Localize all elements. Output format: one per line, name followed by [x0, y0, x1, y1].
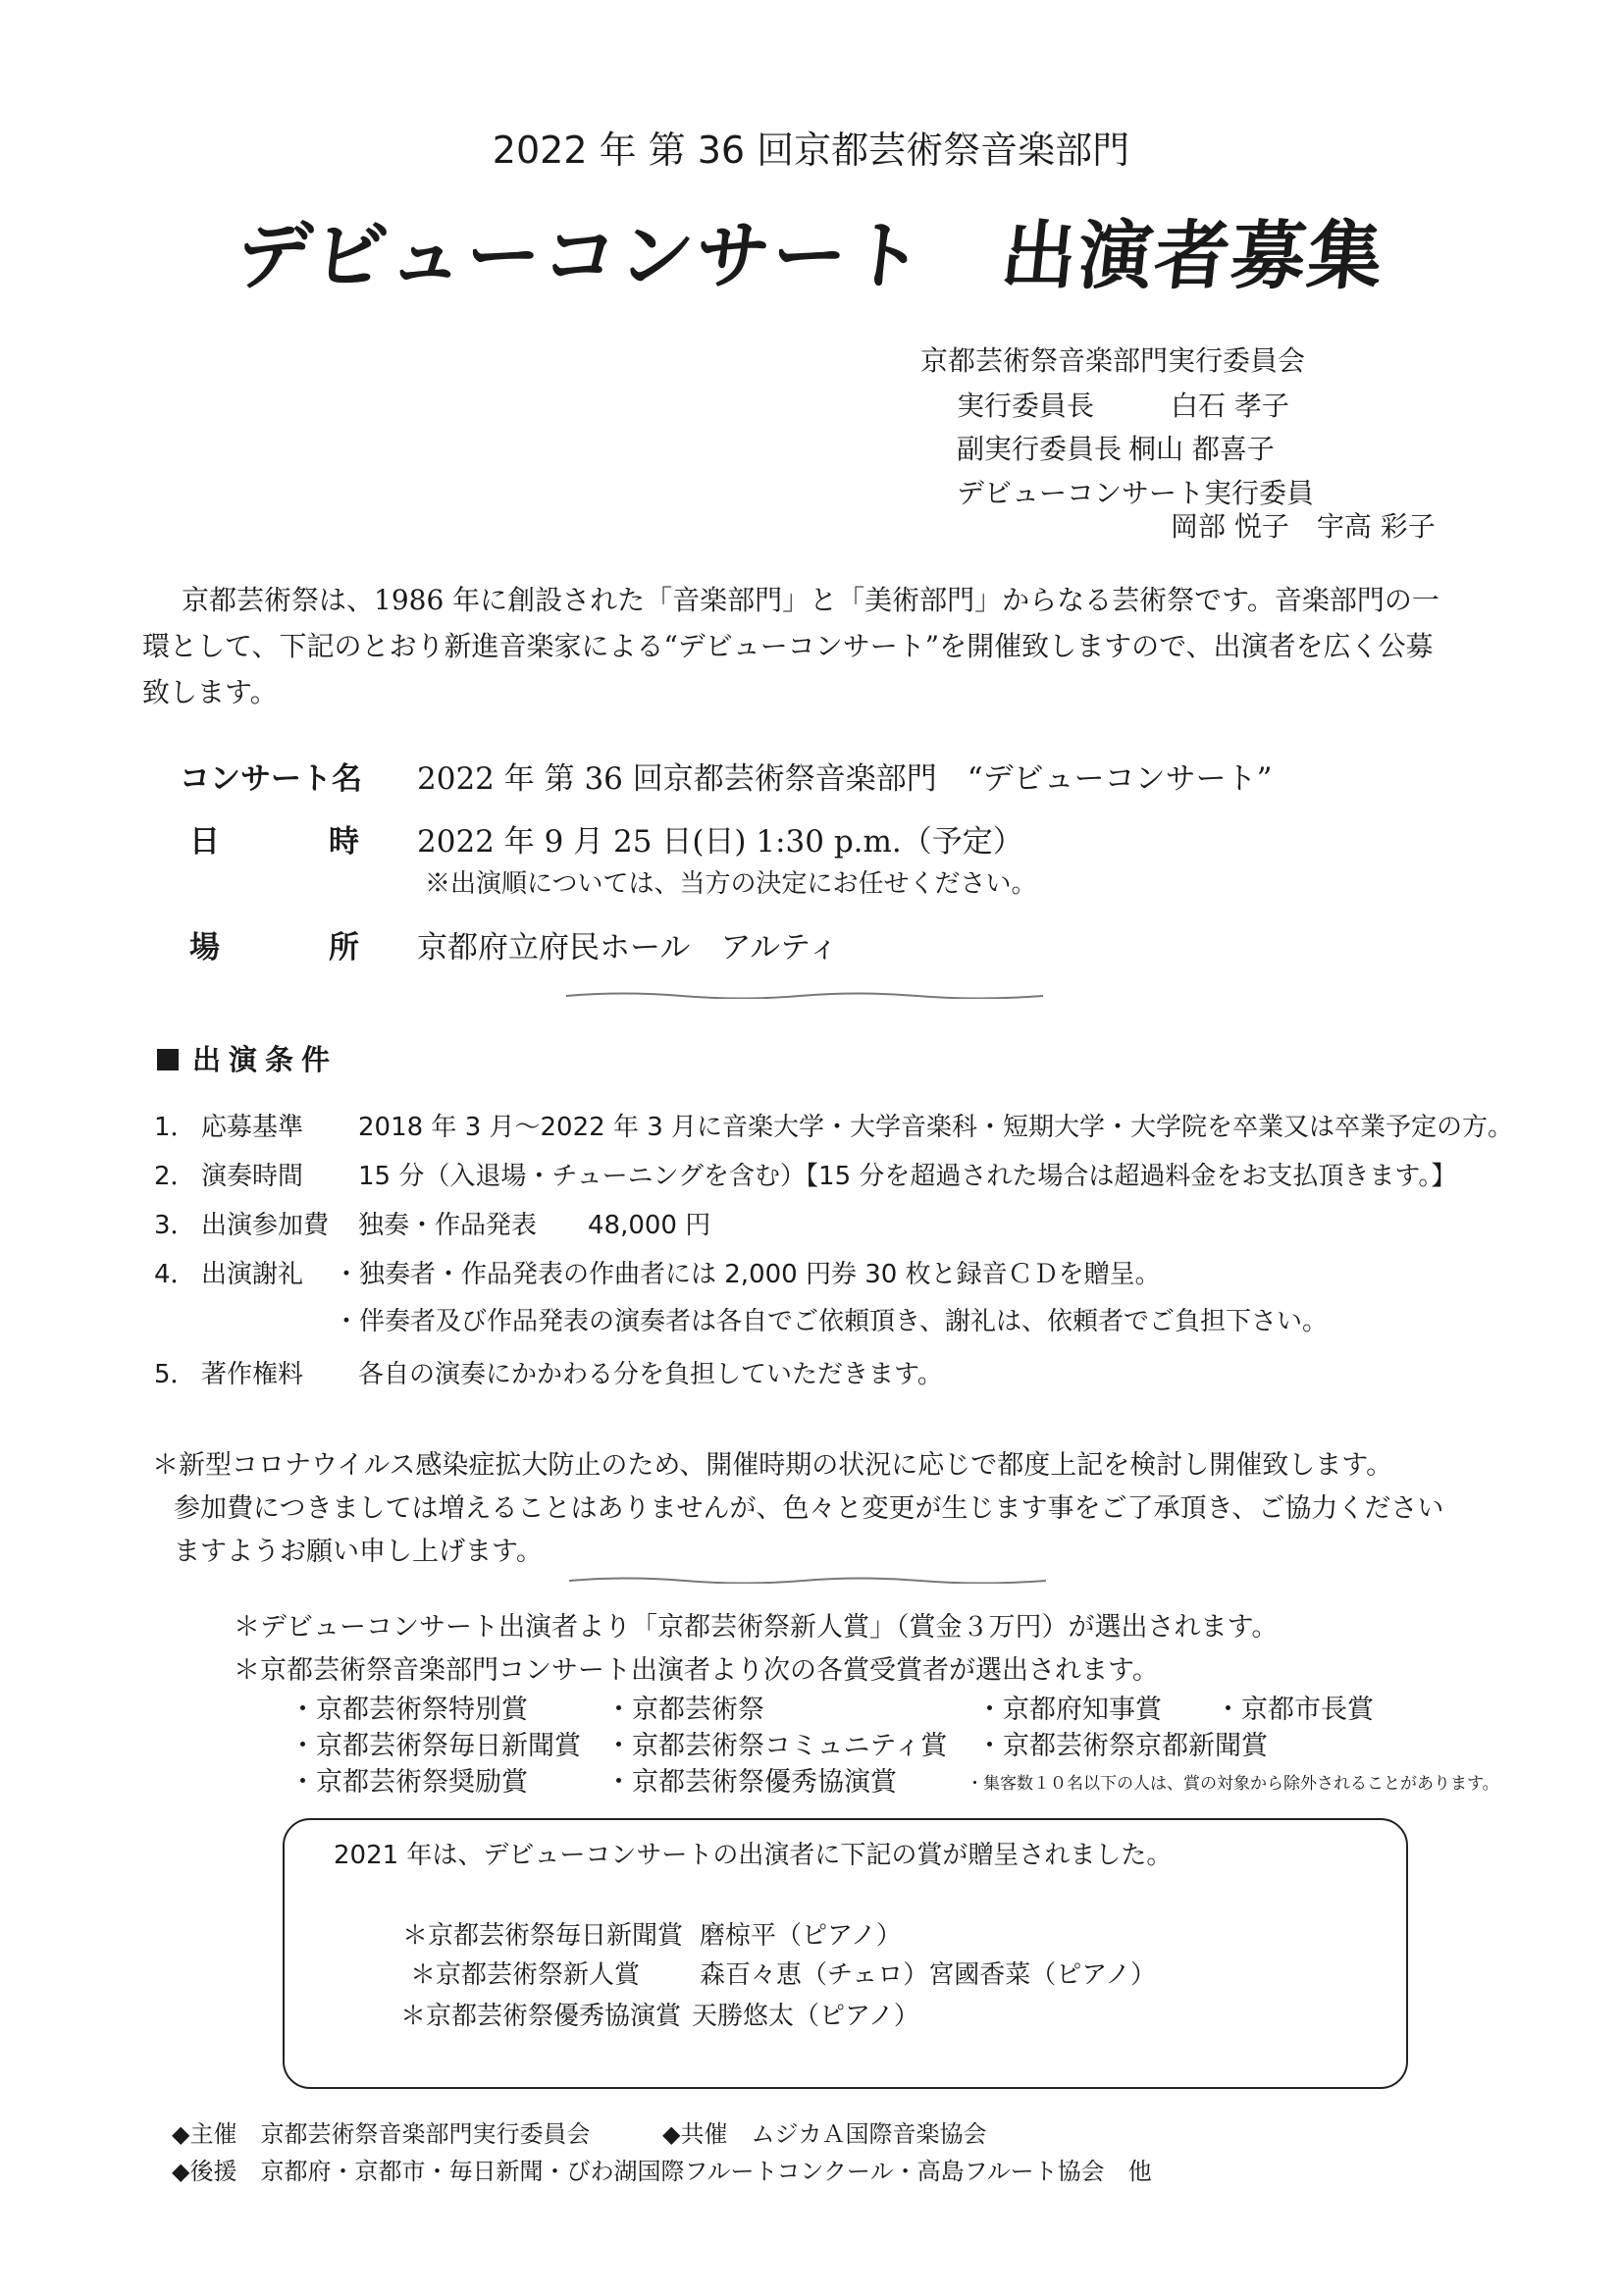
covid-line-2: 参加費につきましては増えることはありませんが、色々と変更が生じます事をご了承頂き、ご協力ください: [174, 1493, 1444, 1524]
cond-5-text: 各自の演奏にかかわる分を負担していただきます。: [358, 1360, 943, 1389]
past-winner-names: 天勝悠太（ピアノ）: [692, 2002, 919, 2031]
footer-support: ◆後援 京都府・京都市・毎日新聞・びわ湖国際フルートコンクール・高島フルート協会 他: [172, 2158, 1152, 2185]
intro-text: 京都芸術祭は、1986 年に創設された「音楽部門」と「美術部門」からなる芸術祭です。音楽部門の一環として、下記のとおり新進音楽家による“デビューコンサート”を開催致しますので、出演者を広く公募致します。: [142, 584, 1439, 708]
square-bullet-icon: [157, 1049, 179, 1070]
concert-name-label: コンサート名: [180, 761, 362, 797]
organizer-vice-role: 副実行委員長: [957, 433, 1123, 465]
divider-wave-2: [567, 1574, 1048, 1584]
award-item: ・京都芸術祭特別賞: [289, 1695, 528, 1725]
organizer-chair-role: 実行委員長: [957, 390, 1095, 422]
cond-3-text: 独奏・作品発表 48,000 円: [358, 1211, 711, 1240]
divider-wave-1: [564, 989, 1045, 999]
place-label-1: 場: [189, 930, 220, 965]
organizer-committee: 京都芸術祭音楽部門実行委員会: [920, 344, 1306, 377]
covid-line-1: ＊新型コロナウイルス感染症拡大防止のため、開催時期の状況に応じで都度上記を検討し開催致します。: [152, 1450, 1393, 1481]
award-item: ・京都芸術祭コミュニティ賞: [605, 1731, 948, 1761]
awards-line-1: ＊デビューコンサート出演者より「京都芸術祭新人賞」（賞金３万円）が選出されます。: [234, 1612, 1279, 1643]
date-note: ※出演順については、当方の決定にお任せください。: [425, 869, 1037, 899]
cond-2-num: 2．: [154, 1162, 196, 1191]
page-subtitle: 2022 年 第 36 回京都芸術祭音楽部門: [492, 129, 1130, 172]
award-item: ・京都芸術祭: [605, 1695, 764, 1725]
award-item: ・京都芸術祭毎日新聞賞: [289, 1731, 581, 1761]
cond-4-text: ・独奏者・作品発表の作曲者には 2,000 円券 30 枚と録音ＣＤを贈呈。: [334, 1260, 1161, 1289]
organizer-chair-name: 白石 孝子: [1171, 390, 1289, 422]
cond-2-label: 演奏時間: [201, 1162, 304, 1191]
past-winner-award: ＊京都芸術祭毎日新聞賞: [402, 1921, 684, 1951]
cond-1-num: 1．: [154, 1113, 196, 1142]
cond-3-num: 3．: [154, 1211, 196, 1240]
award-item: ・京都芸術祭京都新聞賞: [976, 1731, 1268, 1761]
award-item: ・京都市長賞: [1215, 1695, 1374, 1725]
organizer-debut-role: デビューコンサート実行委員: [957, 477, 1315, 509]
past-winner-names: 磨椋平（ピアノ）: [700, 1921, 902, 1951]
cond-1-text: 2018 年 3 月～2022 年 3 月に音楽大学・大学音楽科・短期大学・大学院を卒業又は卒業予定の方。: [358, 1113, 1514, 1142]
award-item: ・京都芸術祭優秀協演賞: [605, 1767, 897, 1798]
concert-name-value: 2022 年 第 36 回京都芸術祭音楽部門 “デビューコンサート”: [417, 761, 1273, 797]
award-item: ・京都芸術祭奨励賞: [289, 1767, 528, 1798]
intro-paragraph: [142, 577, 1457, 715]
past-winner-names: 森百々恵（チェロ）宮國香菜（ピアノ）: [700, 1960, 1157, 1990]
place-label-2: 所: [329, 930, 359, 965]
date-label-2: 時: [329, 824, 359, 860]
footer-host: ◆主催 京都芸術祭音楽部門実行委員会: [172, 2120, 591, 2148]
past-winner-award: ＊京都芸術祭優秀協演賞: [400, 2002, 682, 2031]
covid-notice: [152, 1444, 1443, 1574]
cond-4-label: 出演謝礼: [201, 1260, 304, 1289]
awards-line-2: ＊京都芸術祭音楽部門コンサート出演者より次の各賞受賞者が選出されます。: [234, 1655, 1159, 1686]
award-note: ・集客数１０名以下の人は、賞の対象から除外されることがあります。: [967, 1774, 1499, 1794]
organizer-debut-names: 岡部 悦子 宇高 彩子: [1171, 510, 1436, 543]
covid-line-3: ますようお願い申し上げます。: [174, 1537, 543, 1567]
cond-3-label: 出演参加費: [201, 1211, 330, 1240]
page-title: デビューコンサート 出演者募集: [232, 212, 1389, 299]
award-item: ・京都府知事賞: [976, 1695, 1162, 1725]
cond-1-label: 応募基準: [201, 1113, 304, 1142]
footer-cohost: ◆共催 ムジカＡ国際音楽協会: [662, 2120, 987, 2148]
cond-4-num: 4．: [154, 1260, 196, 1289]
past-winners-heading: 2021 年は、デビューコンサートの出演者に下記の賞が贈呈されました。: [334, 1841, 1173, 1870]
organizer-vice-name: 桐山 都喜子: [1128, 433, 1275, 465]
cond-4b-text: ・伴奏者及び作品発表の演奏者は各自でご依頼頂き、謝礼は、依頼者でご負担下さい。: [334, 1307, 1328, 1336]
past-winner-award: ＊京都芸術祭新人賞: [410, 1960, 641, 1990]
conditions-heading: [157, 1038, 338, 1078]
date-label-1: 日: [189, 824, 220, 860]
cond-2-text: 15 分（入退場・チューニングを含む）【15 分を超過された場合は超過料金をお支払頂きます。】: [358, 1162, 1457, 1191]
place-value: 京都府立府民ホール アルティ: [417, 930, 839, 965]
conditions-heading-text: 出演条件: [192, 1043, 339, 1076]
date-value: 2022 年 9 月 25 日(日) 1:30 p.m.（予定）: [417, 824, 1023, 860]
cond-5-num: 5．: [154, 1360, 196, 1389]
cond-5-label: 著作権料: [201, 1360, 304, 1389]
